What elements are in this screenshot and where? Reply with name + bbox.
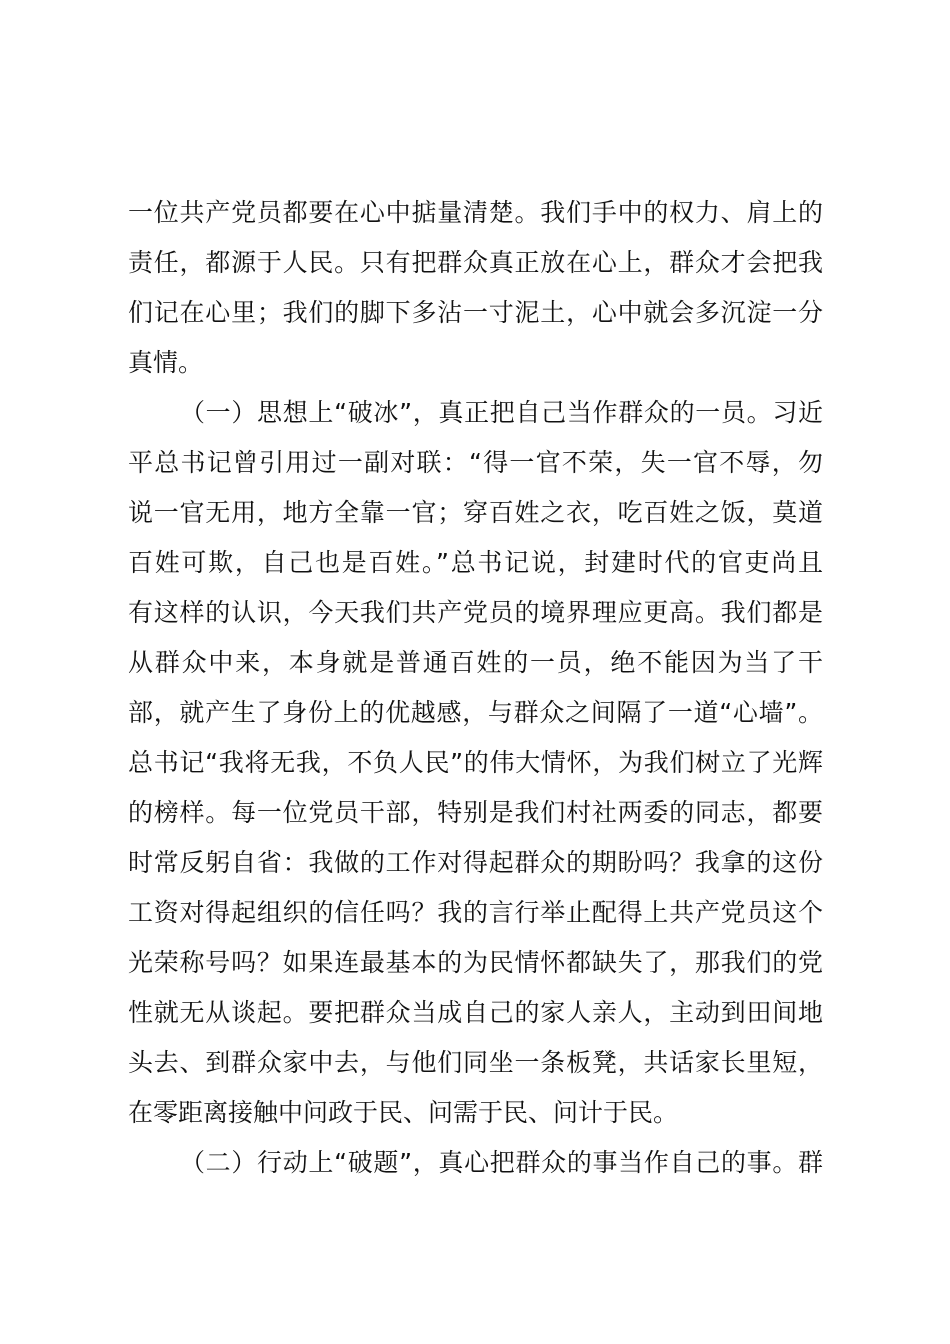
text-line: 责任，都源于人民。只有把群众真正放在心上，群众才会把我 [128,248,823,277]
text-line: 从群众中来，本身就是普通百姓的一员，绝不能因为当了干 [128,648,823,677]
text-line: 头去、到群众家中去，与他们同坐一条板凳，共话家长里短， [128,1048,823,1077]
text-line: 在零距离接触中问政于民、问需于民、问计于民。 [128,1098,679,1127]
section-heading-line: （二）行动上“破题”，真心把群众的事当作自己的事。群 [180,1148,823,1177]
text-line: 一位共产党员都要在心中掂量清楚。我们手中的权力、肩上的 [128,198,823,227]
text-line: 总书记“我将无我，不负人民”的伟大情怀，为我们树立了光辉 [128,748,823,777]
text-line: 真情。 [128,348,204,377]
text-line: 部，就产生了身份上的优越感，与群众之间隔了一道“心墙”。 [128,698,823,727]
text-line: 的榜样。每一位党员干部，特别是我们村社两委的同志，都要 [128,798,823,827]
text-line: 百姓可欺，自己也是百姓。”总书记说，封建时代的官吏尚且 [128,548,823,577]
text-line: 性就无从谈起。要把群众当成自己的家人亲人，主动到田间地 [128,998,823,1027]
text-line: 们记在心里；我们的脚下多沾一寸泥土，心中就会多沉淀一分 [128,298,823,327]
text-line: 说一官无用，地方全靠一官；穿百姓之衣，吃百姓之饭，莫道 [128,498,823,527]
text-line: 有这样的认识，今天我们共产党员的境界理应更高。我们都是 [128,598,823,627]
text-line: 平总书记曾引用过一副对联：“得一官不荣，失一官不辱，勿 [128,448,823,477]
text-line: 工资对得起组织的信任吗？我的言行举止配得上共产党员这个 [128,898,823,927]
text-line: 光荣称号吗？如果连最基本的为民情怀都缺失了，那我们的党 [128,948,823,977]
section-heading-line: （一）思想上“破冰”，真正把自己当作群众的一员。习近 [180,398,823,427]
text-line: 时常反躬自省：我做的工作对得起群众的期盼吗？我拿的这份 [128,848,823,877]
